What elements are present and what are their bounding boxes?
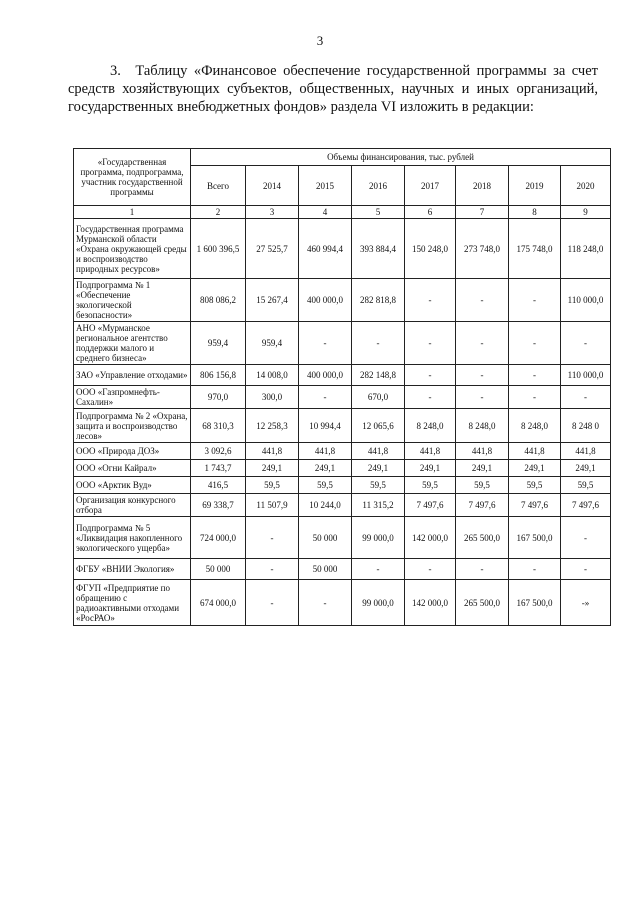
row-value: 69 338,7 bbox=[191, 494, 246, 517]
row-value: 400 000,0 bbox=[299, 279, 352, 322]
row-value: 670,0 bbox=[352, 386, 405, 409]
row-value: 68 310,3 bbox=[191, 409, 246, 443]
row-value: - bbox=[561, 386, 611, 409]
table-row bbox=[74, 494, 611, 517]
row-value: 59,5 bbox=[352, 477, 405, 494]
header-col-5: 2018 bbox=[456, 166, 509, 206]
row-value: 3 092,6 bbox=[191, 443, 246, 460]
row-value: 249,1 bbox=[561, 460, 611, 477]
row-value: 7 497,6 bbox=[509, 494, 561, 517]
row-value: 50 000 bbox=[299, 517, 352, 559]
row-value: 806 156,8 bbox=[191, 365, 246, 386]
row-value: - bbox=[456, 279, 509, 322]
row-value: 441,8 bbox=[352, 443, 405, 460]
row-value: 8 248,0 bbox=[509, 409, 561, 443]
row-value: 27 525,7 bbox=[246, 219, 299, 279]
table-row bbox=[74, 386, 611, 409]
row-value: 10 244,0 bbox=[299, 494, 352, 517]
row-value: - bbox=[299, 322, 352, 365]
row-value: 7 497,6 bbox=[405, 494, 456, 517]
row-value: 265 500,0 bbox=[456, 580, 509, 626]
row-value: 12 065,6 bbox=[352, 409, 405, 443]
row-value: - bbox=[405, 386, 456, 409]
row-value: -» bbox=[561, 580, 611, 626]
row-value: - bbox=[246, 580, 299, 626]
header-program: «Государственная программа, подпрограмма, участник государственной программы bbox=[74, 149, 191, 206]
row-value: 59,5 bbox=[456, 477, 509, 494]
row-value: 50 000 bbox=[299, 559, 352, 580]
header-col-3: 2016 bbox=[352, 166, 405, 206]
row-value: 14 008,0 bbox=[246, 365, 299, 386]
table-row bbox=[74, 460, 611, 477]
table-row bbox=[74, 580, 611, 626]
row-name: ООО «Природа ДОЗ» bbox=[74, 443, 191, 460]
table-body bbox=[74, 219, 611, 626]
header-financing-group: Объемы финансирования, тыс. рублей bbox=[191, 149, 611, 166]
row-value: - bbox=[246, 559, 299, 580]
row-value: 8 248 0 bbox=[561, 409, 611, 443]
column-number: 2 bbox=[191, 206, 246, 219]
row-value: - bbox=[299, 386, 352, 409]
row-name: ООО «Арктик Вуд» bbox=[74, 477, 191, 494]
row-value: 416,5 bbox=[191, 477, 246, 494]
row-value: - bbox=[405, 365, 456, 386]
row-value: 674 000,0 bbox=[191, 580, 246, 626]
header-col-1: 2014 bbox=[246, 166, 299, 206]
row-name: ФГБУ «ВНИИ Экология» bbox=[74, 559, 191, 580]
row-value: - bbox=[509, 365, 561, 386]
header-col-2: 2015 bbox=[299, 166, 352, 206]
row-value: 59,5 bbox=[299, 477, 352, 494]
table-row bbox=[74, 443, 611, 460]
row-value: 8 248,0 bbox=[456, 409, 509, 443]
row-value: 142 000,0 bbox=[405, 580, 456, 626]
header-col-6: 2019 bbox=[509, 166, 561, 206]
row-value: 959,4 bbox=[246, 322, 299, 365]
row-value: 273 748,0 bbox=[456, 219, 509, 279]
page-number: 3 bbox=[316, 33, 324, 48]
column-number: 9 bbox=[561, 206, 611, 219]
row-value: - bbox=[561, 517, 611, 559]
row-name: АНО «Мурманское региональное агентство поддержки малого и среднего бизнеса» bbox=[74, 322, 191, 365]
row-value: 808 086,2 bbox=[191, 279, 246, 322]
column-number: 1 bbox=[74, 206, 191, 219]
row-value: - bbox=[456, 365, 509, 386]
row-value: 1 743,7 bbox=[191, 460, 246, 477]
table-row bbox=[74, 365, 611, 386]
header-col-0: Всего bbox=[191, 166, 246, 206]
row-value: - bbox=[352, 559, 405, 580]
header-row-1 bbox=[74, 149, 611, 166]
column-number: 3 bbox=[246, 206, 299, 219]
table-row bbox=[74, 477, 611, 494]
row-value: 7 497,6 bbox=[456, 494, 509, 517]
row-value: 110 000,0 bbox=[561, 279, 611, 322]
table-row bbox=[74, 409, 611, 443]
row-value: 959,4 bbox=[191, 322, 246, 365]
row-name: ООО «Газпромнефть-Сахалин» bbox=[74, 386, 191, 409]
table-row bbox=[74, 322, 611, 365]
column-number: 7 bbox=[456, 206, 509, 219]
table-row bbox=[74, 219, 611, 279]
row-value: 970,0 bbox=[191, 386, 246, 409]
row-name: Организация конкурсного отбора bbox=[74, 494, 191, 517]
row-value: 142 000,0 bbox=[405, 517, 456, 559]
row-name: Государственная программа Мурманской области «Охрана окружающей среды и воспроизводство природных ресурсов» bbox=[74, 219, 191, 279]
row-name: ЗАО «Управление отходами» bbox=[74, 365, 191, 386]
intro-paragraph: 3. Таблицу «Финансовое обеспечение государственной программы за счет средств хозяйствующих субъектов, общественных, научных и иных организаций, государственных внебюджетных фондов» раздела VI изложить в редакции: bbox=[68, 63, 598, 115]
row-value: 59,5 bbox=[405, 477, 456, 494]
table-row bbox=[74, 279, 611, 322]
row-value: - bbox=[456, 559, 509, 580]
column-number-row bbox=[74, 206, 611, 219]
row-value: 1 600 396,5 bbox=[191, 219, 246, 279]
row-value: - bbox=[405, 559, 456, 580]
row-value: 11 507,9 bbox=[246, 494, 299, 517]
row-name: ФГУП «Предприятие по обращению с радиоактивными отходами «РосРАО» bbox=[74, 580, 191, 626]
row-name: Подпрограмма № 1 «Обеспечение экологической безопасности» bbox=[74, 279, 191, 322]
row-name: Подпрограмма № 2 «Охрана, защита и воспроизводство лесов» bbox=[74, 409, 191, 443]
row-value: 59,5 bbox=[561, 477, 611, 494]
row-name: ООО «Огни Кайрал» bbox=[74, 460, 191, 477]
row-value: 167 500,0 bbox=[509, 517, 561, 559]
row-value: 441,8 bbox=[299, 443, 352, 460]
row-value: 282 818,8 bbox=[352, 279, 405, 322]
row-value: 99 000,0 bbox=[352, 517, 405, 559]
row-value: 441,8 bbox=[246, 443, 299, 460]
row-value: 167 500,0 bbox=[509, 580, 561, 626]
row-value: 249,1 bbox=[352, 460, 405, 477]
row-value: 175 748,0 bbox=[509, 219, 561, 279]
row-value: 300,0 bbox=[246, 386, 299, 409]
row-value: 15 267,4 bbox=[246, 279, 299, 322]
row-value: 724 000,0 bbox=[191, 517, 246, 559]
row-value: 393 884,4 bbox=[352, 219, 405, 279]
row-value: - bbox=[561, 559, 611, 580]
row-value: 282 148,8 bbox=[352, 365, 405, 386]
row-value: - bbox=[561, 322, 611, 365]
row-value: - bbox=[456, 386, 509, 409]
row-value: 7 497,6 bbox=[561, 494, 611, 517]
column-number: 6 bbox=[405, 206, 456, 219]
column-number: 4 bbox=[299, 206, 352, 219]
row-value: 249,1 bbox=[246, 460, 299, 477]
row-value: 441,8 bbox=[561, 443, 611, 460]
row-value: - bbox=[509, 386, 561, 409]
financing-table bbox=[73, 148, 611, 626]
row-value: - bbox=[352, 322, 405, 365]
column-number: 8 bbox=[509, 206, 561, 219]
row-value: 99 000,0 bbox=[352, 580, 405, 626]
row-value: - bbox=[299, 580, 352, 626]
row-value: 249,1 bbox=[299, 460, 352, 477]
row-value: - bbox=[509, 279, 561, 322]
header-col-7: 2020 bbox=[561, 166, 611, 206]
row-value: 12 258,3 bbox=[246, 409, 299, 443]
table-row bbox=[74, 517, 611, 559]
row-value: 265 500,0 bbox=[456, 517, 509, 559]
row-value: 249,1 bbox=[405, 460, 456, 477]
column-number: 5 bbox=[352, 206, 405, 219]
row-value: 11 315,2 bbox=[352, 494, 405, 517]
row-value: - bbox=[456, 322, 509, 365]
row-value: 150 248,0 bbox=[405, 219, 456, 279]
row-value: - bbox=[405, 322, 456, 365]
table-row bbox=[74, 559, 611, 580]
row-value: 118 248,0 bbox=[561, 219, 611, 279]
row-value: 8 248,0 bbox=[405, 409, 456, 443]
row-value: - bbox=[509, 322, 561, 365]
row-value: 50 000 bbox=[191, 559, 246, 580]
row-value: 249,1 bbox=[509, 460, 561, 477]
row-value: 441,8 bbox=[509, 443, 561, 460]
row-value: 460 994,4 bbox=[299, 219, 352, 279]
row-value: - bbox=[405, 279, 456, 322]
row-value: 59,5 bbox=[246, 477, 299, 494]
row-value: - bbox=[246, 517, 299, 559]
row-value: 249,1 bbox=[456, 460, 509, 477]
header-col-4: 2017 bbox=[405, 166, 456, 206]
row-value: 110 000,0 bbox=[561, 365, 611, 386]
row-value: 441,8 bbox=[456, 443, 509, 460]
row-value: 441,8 bbox=[405, 443, 456, 460]
row-value: 59,5 bbox=[509, 477, 561, 494]
row-name: Подпрограмма № 5 «Ликвидация накопленного экологического ущерба» bbox=[74, 517, 191, 559]
row-value: 10 994,4 bbox=[299, 409, 352, 443]
row-value: 400 000,0 bbox=[299, 365, 352, 386]
row-value: - bbox=[509, 559, 561, 580]
